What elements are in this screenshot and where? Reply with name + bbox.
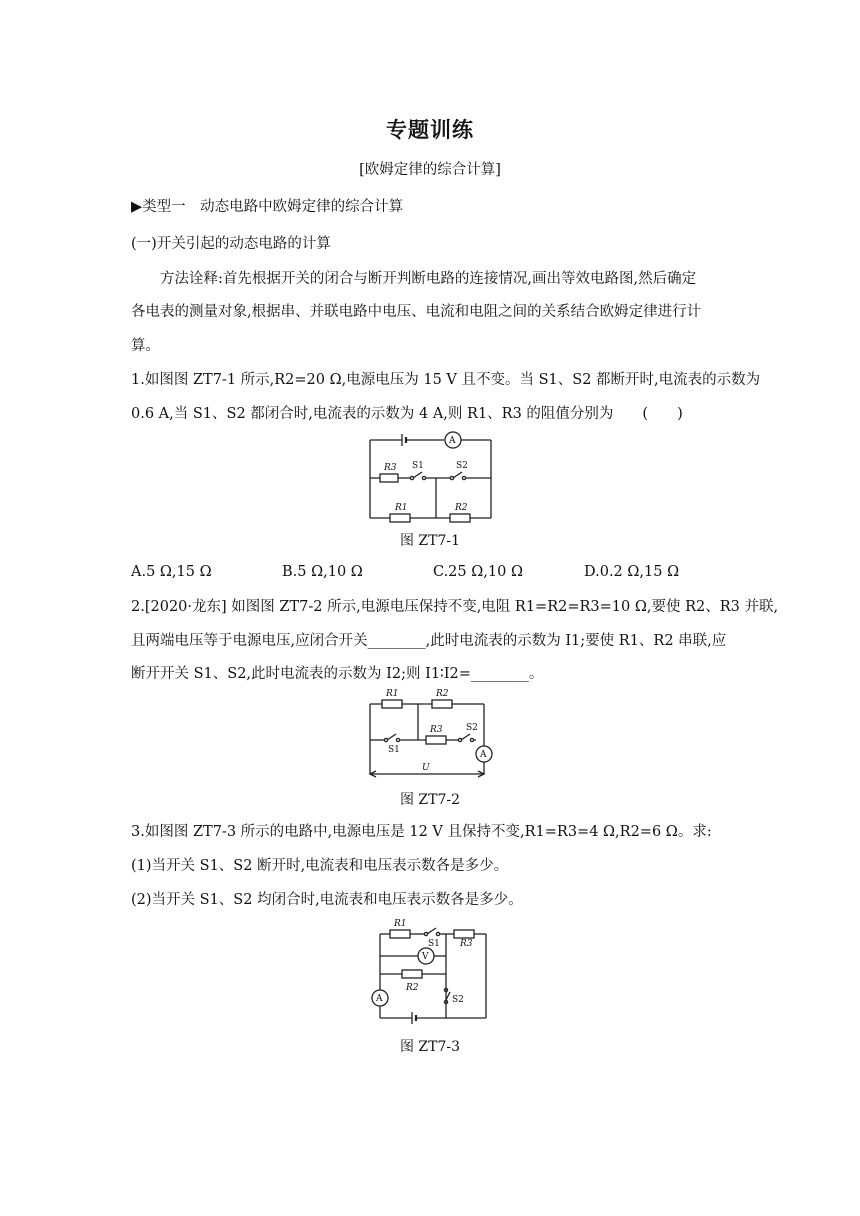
label-s1: S1 [388,745,400,755]
q1-option-b: B.5 Ω,10 Ω [282,564,363,580]
q2-line-3: 断开开关 S1、S2,此时电流表的示数为 I2;则 I1∶I2=________。 [131,666,544,682]
voltmeter-label: V [422,952,429,962]
label-r3: R3 [384,463,397,473]
method-line-2: 各电表的测量对象,根据串、并联电路中电压、电流和电阻之间的关系结合欧姆定律进行计 [131,304,702,320]
label-s1: S1 [428,939,440,949]
q3-sub-1: (1)当开关 S1、S2 断开时,电流表和电压表示数各是多少。 [131,858,509,874]
page-subtitle: [欧姆定律的综合计算] [359,162,501,178]
type-heading: ▶类型一 动态电路中欧姆定律的综合计算 [131,199,404,215]
circuit-diagram-zt7-1 [360,428,500,524]
ammeter-label: A [480,750,487,760]
label-r1: R1 [395,503,408,513]
label-r3: R3 [460,939,473,949]
q2-line-2: 且两端电压等于电源电压,应闭合开关________,此时电流表的示数为 I1;要使 R1、R2 串联,应 [131,633,727,649]
circuit-diagram-zt7-2 [362,688,498,784]
label-s1: S1 [412,461,424,471]
q1-option-d: D.0.2 Ω,15 Ω [584,564,680,580]
label-s2: S2 [466,723,478,733]
q3-caption: 图 ZT7-3 [399,1039,461,1055]
q3-line-1: 3.如图图 ZT7-3 所示的电路中,电源电压是 12 V 且保持不变,R1=R3=4 Ω,R2=6 Ω。求: [131,824,712,840]
label-r2: R2 [406,983,419,993]
q1-option-c: C.25 Ω,10 Ω [433,564,523,580]
q1-line-2: 0.6 A,当 S1、S2 都闭合时,电流表的示数为 4 A,则 R1、R3 的阻值分别为 ( ) [131,406,683,422]
method-line-3: 算。 [131,338,160,354]
ammeter-label: A [449,436,456,446]
q1-option-a: A.5 Ω,15 Ω [131,564,212,580]
label-r2: R2 [455,503,468,513]
label-s2: S2 [452,995,464,1005]
circuit-diagram-zt7-3 [366,916,494,1028]
q1-line-1: 1.如图图 ZT7-1 所示,R2=20 Ω,电源电压为 15 V 且不变。当 S1、S2 都断开时,电流表的示数为 [131,372,761,388]
q1-caption: 图 ZT7-1 [399,533,461,549]
q2-caption: 图 ZT7-2 [399,792,461,808]
method-line-1: 方法诠释:首先根据开关的闭合与断开判断电路的连接情况,画出等效电路图,然后确定 [160,271,697,287]
label-r1: R1 [386,689,399,699]
label-r3: R3 [430,725,443,735]
label-s2: S2 [456,461,468,471]
label-r2: R2 [436,689,449,699]
q2-line-1: 2.[2020·龙东] 如图图 ZT7-2 所示,电源电压保持不变,电阻 R1=R2=R3=10 Ω,要使 R2、R3 并联, [131,599,779,615]
label-u: U [422,763,430,773]
section-heading: (一)开关引起的动态电路的计算 [131,236,331,252]
page-title: 专题训练 [386,118,474,142]
label-r1: R1 [394,919,407,929]
ammeter-label: A [376,994,383,1004]
q3-sub-2: (2)当开关 S1、S2 均闭合时,电流表和电压表示数各是多少。 [131,892,523,908]
